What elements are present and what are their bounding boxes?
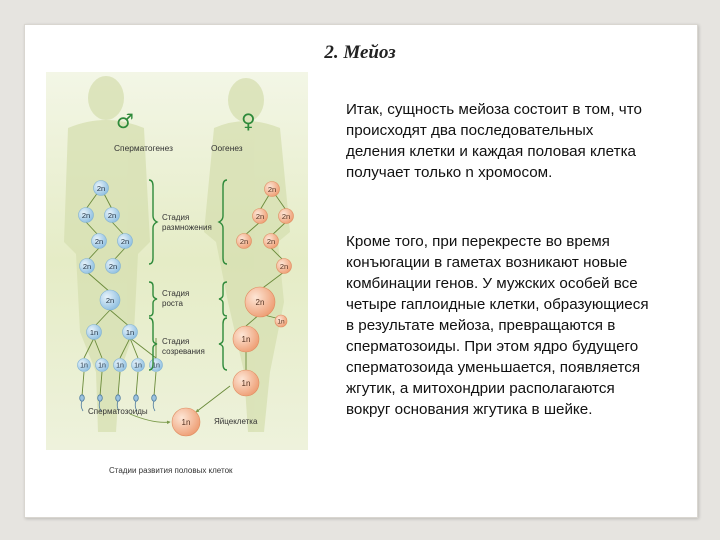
- egg-cell: [172, 408, 200, 436]
- male-cell: [118, 234, 133, 249]
- ploidy-label: 2n: [96, 183, 106, 193]
- male-cell: [105, 208, 120, 223]
- ploidy-label: 2n: [255, 298, 265, 307]
- female-cell: [253, 209, 268, 224]
- male-cell: [106, 259, 121, 274]
- ploidy-label: 1n: [116, 362, 124, 370]
- stage-growth-line2: роста: [162, 299, 183, 308]
- ploidy-label: 2n: [81, 210, 91, 220]
- ploidy-label: 2n: [281, 211, 291, 221]
- stage-maturation-line1: Стадия: [162, 337, 190, 346]
- ploidy-label: 1n: [125, 327, 135, 337]
- oogenesis-label: Оогенез: [211, 143, 243, 153]
- ploidy-label: 2n: [108, 261, 118, 271]
- male-cell-growth: [100, 290, 120, 310]
- female-symbol-icon: ♀: [241, 109, 256, 133]
- paragraph-meiosis-essence: Итак, сущность мейоза состоит в том, что происходят два последовательных деления клетки и каждая половая клетка получает только n хромосом.: [346, 101, 642, 181]
- ploidy-label: 1n: [80, 362, 88, 370]
- gametogenesis-diagram: [46, 72, 308, 488]
- ploidy-label: 2n: [267, 184, 277, 194]
- male-cell: [78, 359, 91, 372]
- female-cell: [233, 370, 259, 396]
- female-cell-growth: [245, 287, 275, 317]
- female-cell: [237, 234, 252, 249]
- gametogenesis-figure: [46, 72, 308, 488]
- female-cell: [264, 234, 279, 249]
- ploidy-label: 1n: [277, 318, 285, 326]
- male-cell: [96, 359, 109, 372]
- female-cell: [265, 182, 280, 197]
- ploidy-label: 1n: [98, 362, 106, 370]
- spermatogenesis-label: Сперматогенез: [114, 143, 173, 153]
- female-cell: [233, 326, 259, 352]
- male-cell: [80, 259, 95, 274]
- male-cell: [123, 325, 138, 340]
- ploidy-label: 2n: [239, 236, 249, 246]
- ploidy-label: 1n: [241, 379, 251, 388]
- ploidy-label: 2n: [266, 236, 276, 246]
- polar-body: [275, 315, 287, 327]
- paragraph-crossing-over: Кроме того, при перекресте во время конъюгации в гаметах возникают новые комбинации генов. У мужских особей все четыре гаплоидные клетки, образующиеся в результате мейоза, превращаются в сперматозоиды. При этом ядро будущего сперматозоида уменьшается, появляется жгутик, а митохондрии располагаются вокруг основания жгутика в шейке.: [346, 233, 649, 418]
- ploidy-label: 2n: [105, 295, 115, 305]
- male-cell: [94, 181, 109, 196]
- ploidy-label: 1n: [134, 362, 142, 370]
- ploidy-label: 1n: [241, 335, 251, 344]
- ploidy-label: 2n: [120, 236, 130, 246]
- slide-title: 2. Мейоз: [324, 42, 396, 63]
- male-cell: [114, 359, 127, 372]
- ploidy-label: 2n: [107, 210, 117, 220]
- spermatozoa-label: Сперматозоиды: [88, 407, 148, 416]
- stage-growth-line1: Стадия: [162, 289, 190, 298]
- ploidy-label: 1n: [89, 327, 99, 337]
- male-symbol-icon: ♂: [116, 109, 134, 133]
- male-cell: [79, 208, 94, 223]
- ploidy-label: 1n: [152, 362, 160, 370]
- stage-multiplication-line2: размножения: [162, 223, 212, 232]
- egg-label: Яйцеклетка: [214, 417, 258, 426]
- ploidy-label: 2n: [82, 261, 92, 271]
- stage-maturation-line2: созревания: [162, 347, 205, 356]
- male-cell: [87, 325, 102, 340]
- figure-caption: Стадии развития половых клеток: [109, 466, 233, 475]
- ploidy-label: 2n: [279, 261, 289, 271]
- stage-multiplication-line1: Стадия: [162, 213, 190, 222]
- female-cell: [277, 259, 292, 274]
- ploidy-label: 2n: [94, 236, 104, 246]
- male-cell: [92, 234, 107, 249]
- ploidy-label: 2n: [255, 211, 265, 221]
- female-cell: [279, 209, 294, 224]
- ploidy-label: 1n: [181, 418, 191, 427]
- male-cell: [132, 359, 145, 372]
